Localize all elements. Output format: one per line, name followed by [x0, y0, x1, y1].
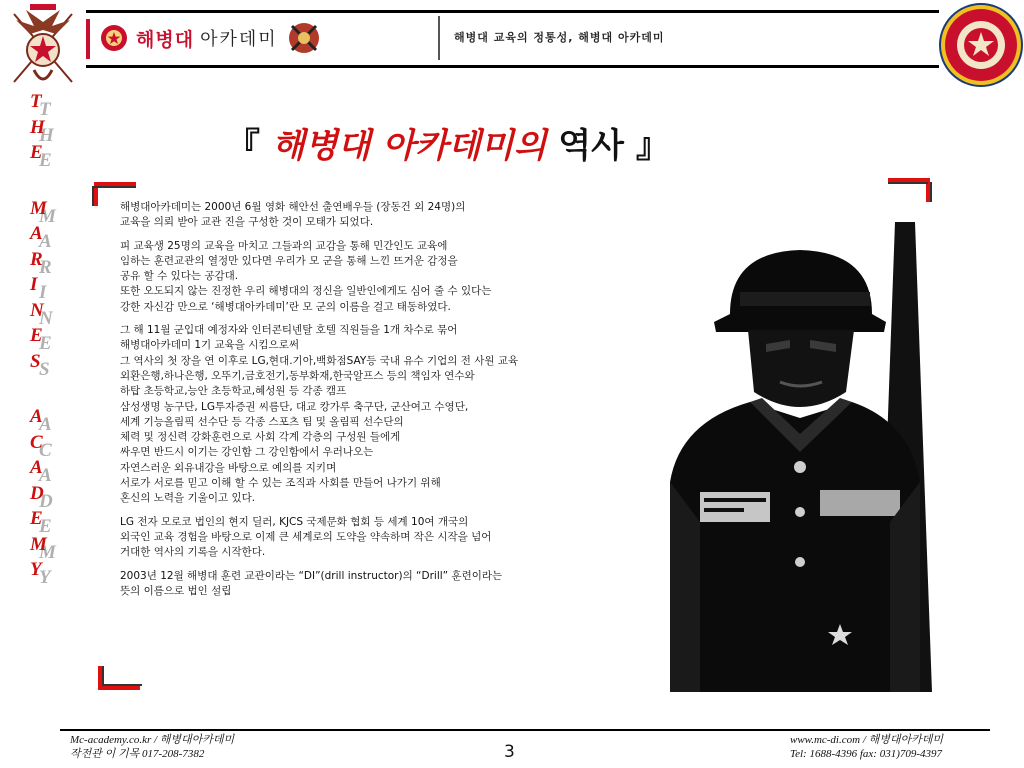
- body-line: 피 교육생 25명의 교육을 마치고 그들과의 교감을 통해 민간인도 교육에: [120, 239, 448, 252]
- page-number: 3: [504, 742, 515, 762]
- footer-left-info: [70, 733, 234, 761]
- corner-bracket-top-right: [888, 178, 932, 202]
- title-open-bracket: 『: [226, 126, 260, 166]
- mc-di-seal-icon: [938, 2, 1024, 88]
- body-line: 세계 기능올림픽 선수단 등 각종 스포츠 팀 및 올림픽 선수단의: [120, 415, 404, 428]
- footer-left-contact: 작전관 이 기목 017-208-7382: [70, 748, 205, 760]
- footer-right-site: www.mc-di.com / 해병대아카데미: [790, 734, 944, 746]
- body-paragraph: [120, 323, 660, 507]
- body-paragraph: [120, 239, 660, 315]
- logo-text-marine: 해병대: [136, 28, 195, 51]
- body-line: 외국인 교육 경험을 바탕으로 이제 큰 세계로의 도약을 약속하며 작은 시작을 넘어: [120, 530, 492, 543]
- body-line: 외환은행,하나은행, 오뚜기,금호전기,동부화재,한국알프스 등의 책임자 연수와: [120, 369, 475, 382]
- footer-right-contact: Tel: 1688-4396 fax: 031)709-4397: [790, 748, 943, 760]
- body-line: 해병대아카데미 1기 교육을 시킴으로써: [120, 339, 299, 352]
- body-paragraph: [120, 200, 660, 231]
- body-line: 그 해 11월 군입대 예정자와 인터콘티넨탈 호텔 직원들을 1개 차수로 묶어: [120, 324, 458, 337]
- marine-soldier-photo: [640, 222, 940, 692]
- history-body-text: [120, 200, 660, 607]
- body-line: 싸우면 반드시 이기는 강인함 그 강인함에서 우러나오는: [120, 446, 374, 459]
- marine-eagle-emblem-icon: [4, 2, 82, 92]
- body-paragraph: [120, 515, 660, 561]
- body-line: 하탑 초등학교,능안 초등학교,혜성원 등 각종 캠프: [120, 385, 347, 398]
- crossed-emblem-icon: [286, 20, 322, 56]
- corner-bracket-bottom-left: [98, 666, 142, 690]
- body-line: 해병대아카데미는 2000년 6월 영화 해안선 출연배우들 (장동건 외 24명)의: [120, 201, 466, 213]
- body-line: 그 역사의 첫 장을 연 이후로 LG,현대.기아,백화점SAY등 국내 유수 기업의 전 사원 교육: [120, 354, 519, 367]
- footer-right-info: [790, 733, 943, 761]
- title-black-text: 역사: [558, 126, 624, 166]
- body-line: 삼성생명 농구단, LG투자증권 씨름단, 대교 캉가루 축구단, 군산여고 수영단,: [120, 400, 469, 413]
- body-line: 혼신의 노력을 기울이고 있다.: [120, 492, 256, 505]
- body-line: 자연스러운 외유내강을 바탕으로 예의를 지키며: [120, 461, 337, 474]
- logo-text-academy: 아카데미: [200, 29, 278, 50]
- body-line: 체력 및 정신력 강화훈련으로 사회 각계 각층의 구성원 들에게: [120, 431, 401, 444]
- body-line: 교육을 의뢰 받아 교관 진을 구성한 것이 모태가 되었다.: [120, 216, 374, 229]
- body-line: LG 전자 모로코 법인의 현지 딜러, KJCS 국제문화 협회 등 세계 10여 개국의: [120, 515, 469, 528]
- side-title-the-marines-academy: T T H H E E M M A A R R I I N N E E S S A A C C A A D D E E M M Y Y: [30, 91, 56, 588]
- body-line: 거대한 역사의 기록을 시작한다.: [120, 546, 266, 559]
- body-line: 2003년 12월 해병대 훈련 교관이라는 “DI”(drill instructor)의 “Drill” 훈련이라는: [120, 569, 503, 582]
- page-title: [226, 118, 670, 167]
- title-close-bracket: 』: [635, 126, 670, 166]
- marine-seal-icon: [100, 24, 128, 52]
- body-line: 임하는 훈련교관의 열정만 있다면 우리가 모 군을 통해 느낀 뜨거운 감정을: [120, 254, 458, 267]
- body-line: 또한 오도되지 않는 진정한 우리 해병대의 정신을 일반인에게도 심어 줄 수 있다는: [120, 285, 492, 298]
- header-tagline: 해병대 교육의 정통성, 해병대 아카데미: [454, 31, 665, 44]
- body-paragraph: [120, 569, 660, 600]
- body-line: 서로가 서로를 믿고 이해 할 수 있는 조직과 사회를 만들어 나가기 위해: [120, 477, 441, 490]
- academy-logo: [92, 16, 440, 60]
- body-line: 뜻의 이름으로 법인 설립: [120, 584, 232, 597]
- footer-left-site: Mc-academy.co.kr / 해병대아카데미: [70, 734, 235, 746]
- header-banner: [86, 10, 939, 68]
- footer-divider: [60, 729, 990, 731]
- header-accent: [86, 19, 90, 59]
- title-red-text: 해병대 아카데미의: [271, 126, 547, 166]
- body-line: 공유 할 수 있다는 공감대.: [120, 270, 239, 283]
- body-line: 강한 자신감 만으로 ‘해병대아카데미’란 모 군의 이름을 걸고 태동하였다.: [120, 300, 451, 313]
